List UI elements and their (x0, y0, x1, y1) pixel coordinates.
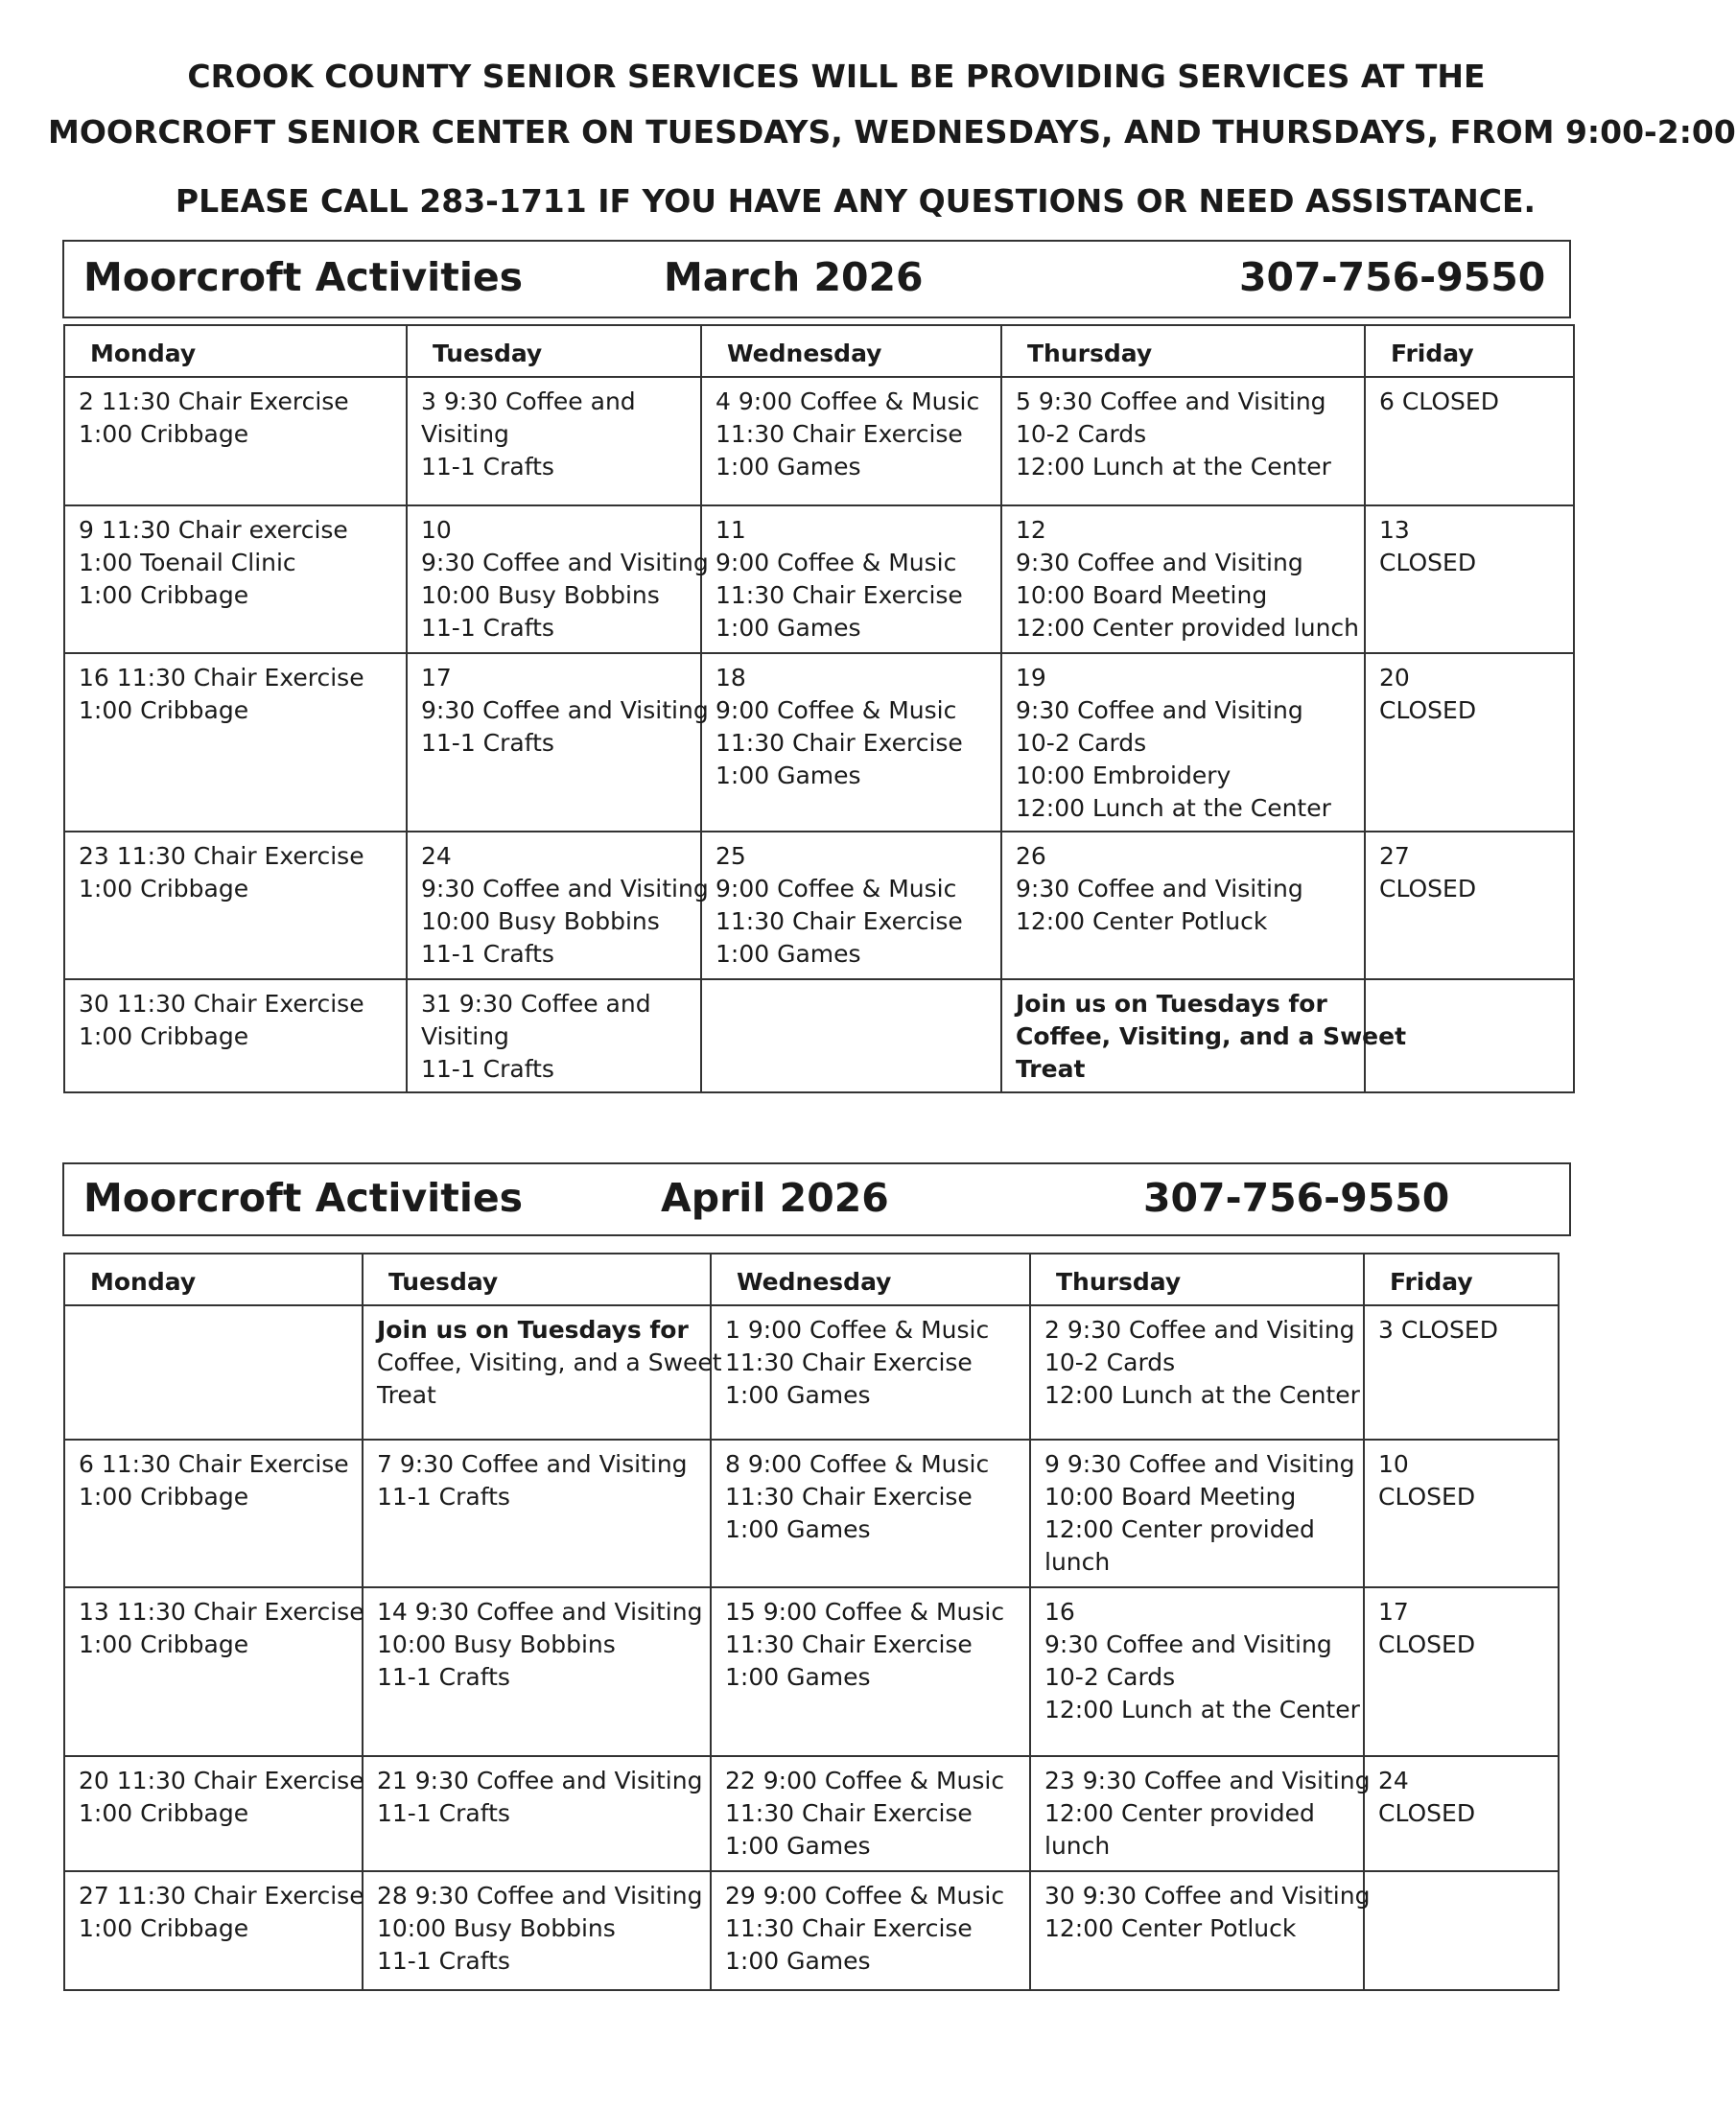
activity-line: 10-2 Cards (1044, 1663, 1176, 1691)
activity-line: 9:30 Coffee and Visiting (1044, 1630, 1332, 1658)
activity-line: 1:00 Games (725, 1515, 871, 1543)
activity-line: 11-1 Crafts (421, 453, 554, 481)
activity-line: 22 9:00 Coffee & Music (725, 1767, 1005, 1794)
activity-line: 6 11:30 Chair Exercise (79, 1450, 349, 1478)
header-wednesday: Wednesday (701, 325, 1001, 377)
activity-line: 9:00 Coffee & Music (716, 549, 957, 576)
activity-line: 11:30 Chair Exercise (725, 1630, 973, 1658)
activity-line: 20 11:30 Chair Exercise (79, 1767, 364, 1794)
activity-line: 11:30 Chair Exercise (716, 581, 963, 609)
activity-line: 11-1 Crafts (377, 1483, 510, 1511)
activity-line: CLOSED (1379, 696, 1477, 724)
activity-line: 21 9:30 Coffee and Visiting (377, 1767, 703, 1794)
activity-line: 12 (1016, 516, 1046, 544)
header-thursday: Thursday (1001, 325, 1365, 377)
day-cell-wednesday (701, 377, 1001, 505)
activity-line: 7 9:30 Coffee and Visiting (377, 1450, 688, 1478)
activity-line: 14 9:30 Coffee and Visiting (377, 1598, 703, 1626)
activity-line: 1:00 Games (716, 453, 861, 481)
header-friday: Friday (1364, 1254, 1559, 1305)
activity-line: 27 (1379, 842, 1410, 870)
calendar-week-row (64, 1587, 1559, 1756)
activity-line: 8 9:00 Coffee & Music (725, 1450, 990, 1478)
activity-line: Visiting (421, 1022, 509, 1050)
activity-line: 12:00 Lunch at the Center (1044, 1381, 1360, 1409)
april-month-label: April 2026 (661, 1175, 889, 1221)
activity-line: 25 (716, 842, 746, 870)
activity-line: 11-1 Crafts (377, 1947, 510, 1975)
activity-line: 1:00 Cribbage (79, 696, 249, 724)
day-cell-thursday (1001, 979, 1407, 1092)
activity-line: 13 11:30 Chair Exercise (79, 1598, 364, 1626)
activity-line: 9:00 Coffee & Music (716, 696, 957, 724)
april-phone-number: 307-756-9550 (1143, 1175, 1450, 1221)
day-cell-tuesday (363, 1756, 711, 1871)
activity-line: 12:00 Center provided (1044, 1515, 1315, 1543)
day-cell-wednesday (711, 1440, 1030, 1587)
activity-line: 19 (1016, 664, 1046, 692)
activity-line: 10-2 Cards (1016, 420, 1147, 448)
activity-line: 1 9:00 Coffee & Music (725, 1316, 990, 1344)
activity-line: CLOSED (1378, 1630, 1476, 1658)
day-cell-monday (64, 1871, 363, 1990)
day-cell-thursday (1030, 1305, 1364, 1440)
day-cell-wednesday (701, 505, 1001, 653)
activity-line: 1:00 Games (725, 1832, 871, 1860)
header-tuesday: Tuesday (363, 1254, 711, 1305)
day-cell-tuesday (407, 653, 709, 832)
activity-line: 9:30 Coffee and Visiting (1016, 549, 1303, 576)
activity-line: Join us on Tuesdays for (1016, 990, 1327, 1018)
calendar-week-row (64, 1305, 1559, 1440)
march-header-row (64, 325, 1574, 377)
activity-line: 11-1 Crafts (377, 1799, 510, 1827)
activity-line: 17 (1378, 1598, 1409, 1626)
day-cell-thursday (1030, 1756, 1371, 1871)
day-cell-monday (64, 1305, 363, 1440)
header-friday: Friday (1365, 325, 1574, 377)
activity-line: 10:00 Busy Bobbins (421, 907, 660, 935)
march-calendar-table (63, 324, 1575, 1093)
activity-line: 12:00 Lunch at the Center (1044, 1696, 1360, 1723)
activity-line: 11:30 Chair Exercise (725, 1483, 973, 1511)
day-cell-tuesday (363, 1440, 711, 1587)
april-header-row (64, 1254, 1559, 1305)
day-cell-tuesday (363, 1871, 711, 1990)
march-phone-number: 307-756-9550 (1239, 254, 1546, 300)
day-cell-wednesday (711, 1756, 1030, 1871)
day-cell-friday (1365, 377, 1574, 505)
day-cell-thursday (1001, 832, 1365, 979)
day-cell-monday (64, 1587, 363, 1756)
day-cell-wednesday (701, 653, 1001, 832)
activity-line: 9:30 Coffee and Visiting (1016, 875, 1303, 903)
activity-line: 28 9:30 Coffee and Visiting (377, 1882, 703, 1910)
activity-line: 26 (1016, 842, 1046, 870)
activity-line: 12:00 Center provided lunch (1016, 614, 1360, 642)
day-cell-monday (64, 1440, 363, 1587)
day-cell-thursday (1001, 377, 1365, 505)
day-cell-monday (64, 505, 407, 653)
day-cell-friday (1364, 1756, 1559, 1871)
activity-line: Treat (377, 1381, 436, 1409)
activity-line: 9:30 Coffee and Visiting (421, 696, 709, 724)
activity-line: CLOSED (1379, 875, 1477, 903)
activity-line: 6 CLOSED (1379, 387, 1499, 415)
activity-line: 12:00 Center provided (1044, 1799, 1315, 1827)
day-cell-tuesday (407, 377, 701, 505)
activity-line: 27 11:30 Chair Exercise (79, 1882, 364, 1910)
day-cell-monday (64, 832, 407, 979)
activity-line: 1:00 Cribbage (79, 420, 249, 448)
calendar-week-row (64, 377, 1574, 505)
day-cell-tuesday (407, 505, 709, 653)
day-cell-monday (64, 653, 407, 832)
activity-line: 12:00 Lunch at the Center (1016, 794, 1331, 822)
activity-line: 9:00 Coffee & Music (716, 875, 957, 903)
header-monday: Monday (64, 1254, 363, 1305)
activity-line: 10:00 Embroidery (1016, 762, 1232, 789)
day-cell-tuesday (407, 832, 709, 979)
activity-line: 11:30 Chair Exercise (725, 1799, 973, 1827)
activity-line: 11:30 Chair Exercise (716, 729, 963, 757)
april-calendar-table (63, 1253, 1560, 1991)
activity-line: 1:00 Cribbage (79, 875, 249, 903)
activity-line: CLOSED (1379, 549, 1477, 576)
activity-line: 30 9:30 Coffee and Visiting (1044, 1882, 1371, 1910)
activity-line: 11:30 Chair Exercise (716, 907, 963, 935)
activity-line: 9:30 Coffee and Visiting (1016, 696, 1303, 724)
day-cell-monday (64, 377, 407, 505)
activity-line: 1:00 Games (716, 762, 861, 789)
activity-line: 23 11:30 Chair Exercise (79, 842, 364, 870)
day-cell-wednesday (701, 979, 1001, 1092)
notice-line-1: CROOK COUNTY SENIOR SERVICES WILL BE PROVIDING SERVICES AT THE (187, 58, 1486, 95)
activity-line: 1:00 Games (716, 940, 861, 968)
calendar-week-row (64, 832, 1574, 979)
day-cell-thursday (1001, 505, 1365, 653)
header-thursday: Thursday (1030, 1254, 1364, 1305)
activity-line: 12:00 Center Potluck (1016, 907, 1268, 935)
day-cell-friday (1365, 653, 1574, 832)
march-title-bar (62, 240, 1571, 318)
activity-line: 10:00 Board Meeting (1016, 581, 1268, 609)
activity-line: 12:00 Center Potluck (1044, 1914, 1297, 1942)
activity-line: Coffee, Visiting, and a Sweet (377, 1348, 722, 1376)
activity-line: Treat (1016, 1055, 1086, 1083)
activity-line: 1:00 Cribbage (79, 1483, 249, 1511)
activity-line: 1:00 Cribbage (79, 1914, 249, 1942)
day-cell-friday (1364, 1440, 1559, 1587)
day-cell-wednesday (711, 1587, 1030, 1756)
notice-line-2: MOORCROFT SENIOR CENTER ON TUESDAYS, WEDNESDAYS, AND THURSDAYS, FROM 9:00-2:00 (48, 113, 1736, 151)
activity-line: 24 (421, 842, 452, 870)
activity-line: Visiting (421, 420, 509, 448)
calendar-week-row (64, 505, 1574, 653)
activity-line: 1:00 Games (725, 1381, 871, 1409)
day-cell-tuesday (363, 1587, 711, 1756)
activity-line: 11-1 Crafts (421, 614, 554, 642)
activity-line: 3 CLOSED (1378, 1316, 1498, 1344)
activity-line: 4 9:00 Coffee & Music (716, 387, 980, 415)
activity-line: 24 (1378, 1767, 1409, 1794)
activity-line: 12:00 Lunch at the Center (1016, 453, 1331, 481)
activity-line: 1:00 Games (725, 1663, 871, 1691)
activity-line: 11-1 Crafts (377, 1663, 510, 1691)
activity-line: 10:00 Busy Bobbins (421, 581, 660, 609)
day-cell-wednesday (711, 1305, 1030, 1440)
activity-line: 10-2 Cards (1016, 729, 1147, 757)
activity-line: 31 9:30 Coffee and (421, 990, 651, 1018)
activity-line: Coffee, Visiting, and a Sweet (1016, 1022, 1407, 1050)
activity-line: 9 9:30 Coffee and Visiting (1044, 1450, 1355, 1478)
calendar-week-row (64, 1756, 1559, 1871)
activity-line: 11-1 Crafts (421, 1055, 554, 1083)
day-cell-thursday (1001, 653, 1365, 832)
activity-line: 2 9:30 Coffee and Visiting (1044, 1316, 1355, 1344)
day-cell-friday (1364, 1871, 1559, 1990)
calendar-week-row (64, 1440, 1559, 1587)
day-cell-friday (1364, 1305, 1559, 1440)
activity-line: 30 11:30 Chair Exercise (79, 990, 364, 1018)
activity-line: 10:00 Busy Bobbins (377, 1914, 616, 1942)
day-cell-tuesday (363, 1305, 722, 1440)
activity-line: 1:00 Cribbage (79, 1799, 249, 1827)
april-calendar-name: Moorcroft Activities (83, 1175, 524, 1221)
activity-line: 23 9:30 Coffee and Visiting (1044, 1767, 1371, 1794)
calendar-week-row (64, 979, 1574, 1092)
march-calendar-name: Moorcroft Activities (83, 254, 524, 300)
day-cell-friday (1365, 832, 1574, 979)
activity-line: 29 9:00 Coffee & Music (725, 1882, 1005, 1910)
activity-line: 10:00 Board Meeting (1044, 1483, 1297, 1511)
header-wednesday: Wednesday (711, 1254, 1030, 1305)
activity-line: 16 11:30 Chair Exercise (79, 664, 364, 692)
activity-line: 10:00 Busy Bobbins (377, 1630, 616, 1658)
day-cell-monday (64, 979, 407, 1092)
april-title-bar (62, 1162, 1571, 1236)
activity-line: Join us on Tuesdays for (377, 1316, 689, 1344)
activity-line: 16 (1044, 1598, 1075, 1626)
activity-line: 9 11:30 Chair exercise (79, 516, 348, 544)
activity-line: CLOSED (1378, 1799, 1476, 1827)
activity-line: 10 (1378, 1450, 1409, 1478)
activity-line: 11-1 Crafts (421, 729, 554, 757)
activity-line: 11:30 Chair Exercise (725, 1348, 973, 1376)
header-tuesday: Tuesday (407, 325, 701, 377)
day-cell-thursday (1030, 1871, 1371, 1990)
day-cell-thursday (1030, 1440, 1364, 1587)
activity-line: 11-1 Crafts (421, 940, 554, 968)
activity-line: CLOSED (1378, 1483, 1476, 1511)
calendar-week-row (64, 653, 1574, 832)
activity-line: lunch (1044, 1832, 1111, 1860)
activity-line: 3 9:30 Coffee and (421, 387, 636, 415)
calendar-week-row (64, 1871, 1559, 1990)
activity-line: 10-2 Cards (1044, 1348, 1176, 1376)
activity-line: 9:30 Coffee and Visiting (421, 549, 709, 576)
march-month-label: March 2026 (664, 254, 924, 300)
activity-line: 11:30 Chair Exercise (725, 1914, 973, 1942)
header-monday: Monday (64, 325, 407, 377)
activity-line: 13 (1379, 516, 1410, 544)
activity-line: 18 (716, 664, 746, 692)
activity-line: 1:00 Cribbage (79, 581, 249, 609)
activity-line: lunch (1044, 1548, 1111, 1576)
activity-line: 15 9:00 Coffee & Music (725, 1598, 1005, 1626)
activity-line: 20 (1379, 664, 1410, 692)
day-cell-tuesday (407, 979, 701, 1092)
day-cell-monday (64, 1756, 363, 1871)
activity-line: 1:00 Games (716, 614, 861, 642)
activity-line: 1:00 Games (725, 1947, 871, 1975)
activity-line: 17 (421, 664, 452, 692)
activity-line: 1:00 Toenail Clinic (79, 549, 296, 576)
day-cell-friday (1364, 1587, 1559, 1756)
activity-line: 1:00 Cribbage (79, 1630, 249, 1658)
day-cell-wednesday (701, 832, 1001, 979)
notice-line-3: PLEASE CALL 283-1711 IF YOU HAVE ANY QUESTIONS OR NEED ASSISTANCE. (175, 182, 1537, 220)
day-cell-thursday (1030, 1587, 1364, 1756)
activity-line: 2 11:30 Chair Exercise (79, 387, 349, 415)
activity-line: 10 (421, 516, 452, 544)
activity-line: 1:00 Cribbage (79, 1022, 249, 1050)
activity-line: 11 (716, 516, 746, 544)
day-cell-friday (1365, 505, 1574, 653)
activity-line: 5 9:30 Coffee and Visiting (1016, 387, 1326, 415)
activity-line: 11:30 Chair Exercise (716, 420, 963, 448)
activity-line: 9:30 Coffee and Visiting (421, 875, 709, 903)
day-cell-wednesday (711, 1871, 1030, 1990)
